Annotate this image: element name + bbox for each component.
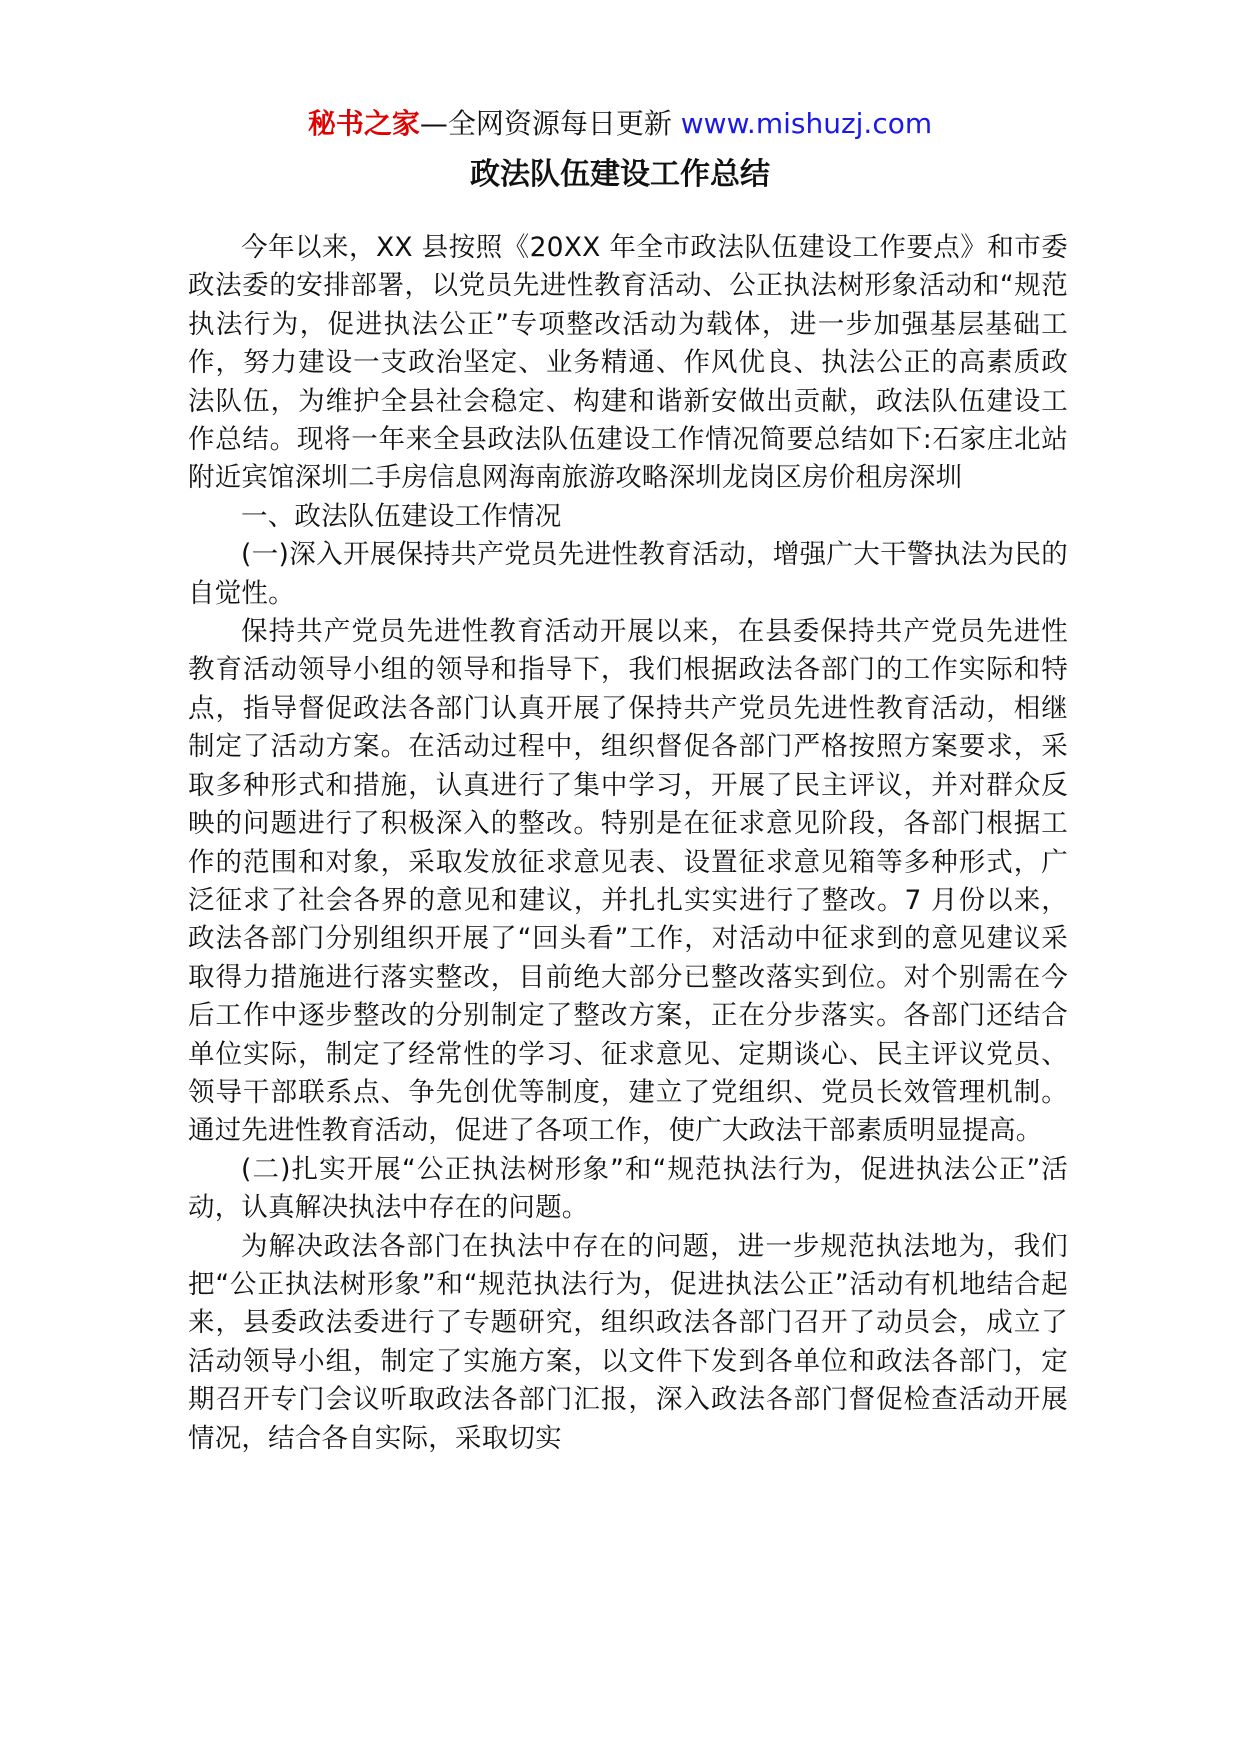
document-title: 政法队伍建设工作总结: [470, 157, 770, 192]
header-tagline: —全网资源每日更新: [419, 107, 681, 140]
paragraph-body-1: 保持共产党员先进性教育活动开展以来，在县委保持共产党员先进性教育活动领导小组的领导和指导下，我们根据政法各部门的工作实际和特点，指导督促政法各部门认真开展了保持共产党员先进性教育活动，相继制定了活动方案。在活动过程中，组织督促各部门严格按照方案要求，采取多种形式和措施，认真进行了集中学习，开展了民主评议，并对群众反映的问题进行了积极深入的整改。特别是在征求意见阶段，各部门根据工作的范围和对象，采取发放征求意见表、设置征求意见箱等多种形式，广泛征求了社会各界的意见和建议，并扎扎实实进行了整改。7 月份以来，政法各部门分别组织开展了“回头看”工作，对活动中征求到的意见建议采取得力措施进行落实整改，目前绝大部分已整改落实到位。对个别需在今后工作中逐步整改的分别制定了整改方案，正在分步落实。各部门还结合单位实际，制定了经常性的学习、征求意见、定期谈心、民主评议党员、领导干部联系点、争先创优等制度，建立了党组织、党员长效管理机制。通过先进性教育活动，促进了各项工作，使广大政法干部素质明显提高。: [188, 616, 1068, 1147]
subsection-heading-1: (一)深入开展保持共产党员先进性教育活动，增强广大干警执法为民的自觉性。: [188, 539, 1068, 609]
paragraph-intro: 今年以来，XX 县按照《20XX 年全市政法队伍建设工作要点》和市委政法委的安排部署，以党员先进性教育活动、公正执法树形象活动和“规范执法行为，促进执法公正”专项整改活动为载体，进一步加强基层基础工作，努力建设一支政治坚定、业务精通、作风优良、执法公正的高素质政法队伍，为维护全县社会稳定、构建和谐新安做出贡献，政法队伍建设工作总结。现将一年来全县政法队伍建设工作情况简要总结如下:石家庄北站附近宾馆深圳二手房信息网海南旅游攻略深圳龙岗区房价租房深圳: [188, 232, 1068, 494]
section-heading-1: 一、政法队伍建设工作情况: [241, 500, 562, 532]
site-url-link[interactable]: www.mishuzj.com: [680, 107, 933, 140]
document-body: [188, 229, 1068, 1458]
subsection-heading-2: (二)扎实开展“公正执法树形象”和“规范执法行为，促进执法公正”活动，认真解决执法中存在的问题。: [188, 1153, 1068, 1224]
brand-name: 秘书之家: [307, 107, 420, 140]
site-header: [0, 104, 1240, 144]
paragraph-body-2: 为解决政法各部门在执法中存在的问题，进一步规范执法地为，我们把“公正执法树形象”和“规范执法行为，促进执法公正”活动有机地结合起来，县委政法委进行了专题研究，组织政法各部门召开了动员会，成立了活动领导小组，制定了实施方案，以文件下发到各单位和政法各部门，定期召开专门会议听取政法各部门汇报，深入政法各部门督促检查活动开展情况，结合各自实际，采取切实: [188, 1230, 1068, 1454]
